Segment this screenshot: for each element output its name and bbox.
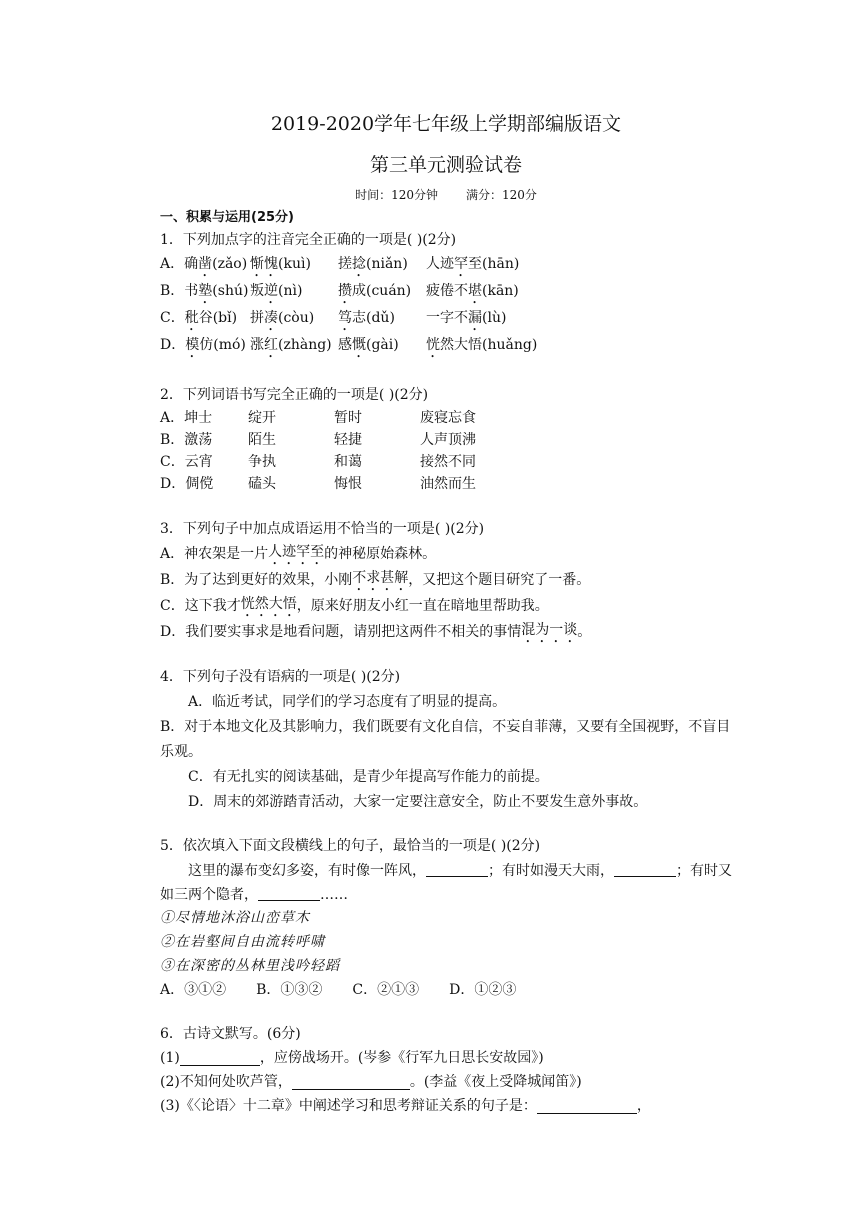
question-1-options [160,254,732,362]
question-6-stem: 6．古诗文默写。(6分) [160,1026,301,1043]
option-item: B．书塾(shú) [160,283,249,300]
question-6 [160,1023,732,1119]
question-2-option-row [160,408,732,430]
question-4-option-a: A．临近考试，同学们的学习态度有了明显的提高。 [188,693,507,710]
option-item: D．模仿(mó) [160,337,246,354]
question-4 [160,666,732,815]
option-item: 疲倦不堪(kān) [426,283,519,300]
option-item: 轻捷 [334,432,362,449]
poem-blank-2[interactable] [292,1075,410,1090]
option-item: 攒成(cuán) [338,283,412,300]
question-4-option-d: D．周末的郊游踏青活动，大家一定要注意安全，防止不要发生意外事故。 [188,793,648,810]
option-item: 陌生 [248,432,276,449]
section-heading: 一、积累与运用(25分) [160,209,294,225]
exam-score: 满分：120分 [466,188,537,203]
question-2-options [160,408,732,496]
exam-title-line1: 2019-2020学年七年级上学期部编版语文 [270,113,622,135]
choice-a: A．③①② [160,982,227,999]
option-item: D．倜傥 [160,476,214,493]
question-3-option-d: D．我们要实事求是地看问题，请别把这两件不相关的事情 混为一谈 。 [160,621,592,641]
question-6-line-3: (3)《〈论语〉十二章》中阐述学习和思考辩证关系的句子是： ， [160,1098,651,1115]
question-3-option-c: C．这下我才 恍然大悟 ，原来好朋友小红一直在暗地里帮助我。 [160,595,549,615]
question-3 [160,518,732,646]
option-item: 废寝忘食 [420,410,476,427]
question-3-option-a: A．神农架是一片 人迹罕至 的神秘原始森林。 [160,543,437,563]
option-item: C．云宵 [160,454,213,471]
poem-blank-3[interactable] [537,1099,637,1114]
choice-d: D．①②③ [449,982,517,999]
option-item: 一字不漏(lù) [426,310,507,327]
question-2-option-row [160,452,732,474]
option-item: 人声顶沸 [420,432,476,449]
question-2 [160,384,732,496]
question-4-option-b: B．对于本地文化及其影响力，我们既要有文化自信，不妄自菲薄，又要有全国视野，不盲目乐观。 [160,718,731,760]
question-1-option-row [160,281,732,308]
option-item: 搓捻(niǎn) [338,256,408,273]
option-item: 暂时 [334,410,362,427]
option-item: 叛逆(nì) [250,283,303,300]
question-4-option-c: C．有无扎实的阅读基础，是青少年提高写作能力的前提。 [188,768,549,785]
option-item: 悔恨 [334,476,362,493]
question-1-option-row [160,254,732,281]
choice-b: B．①③② [256,982,323,999]
option-item: 磕头 [248,476,276,493]
option-item: 恍然大悟(huǎng) [426,337,538,354]
option-item: 笃志(dǔ) [338,310,395,327]
question-2-stem: 2．下列词语书写完全正确的一项是( )(2分) [160,387,429,404]
option-item: 人迹罕至(hān) [426,256,520,273]
blank-1[interactable] [426,862,488,877]
option-item: 涨红(zhàng) [250,337,332,354]
option-item: 接然不同 [420,454,476,471]
question-5-sentence-2: ②在岩壑间自由流转呼啸 [160,934,325,951]
option-item: A．确凿(zǎo) [160,256,248,273]
option-item: 感慨(gài) [338,337,399,354]
blank-3[interactable] [258,886,320,901]
exam-meta [160,187,732,204]
question-5-sentence-1: ①尽情地沐浴山峦草木 [160,910,310,927]
question-1 [160,228,732,362]
question-6-line-1: (1) ，应傍战场开。(岑参《行军九日思长安故园》) [160,1050,544,1067]
option-item: 油然而生 [420,476,476,493]
option-item: 拼凑(còu) [250,310,315,327]
question-2-option-row [160,474,732,496]
question-5-choices [160,979,732,1003]
question-5-sentence-3: ③在深密的丛林里浅吟轻蹈 [160,958,340,975]
poem-blank-1[interactable] [180,1051,260,1066]
question-2-option-row [160,430,732,452]
question-1-stem: 1．下列加点字的注音完全正确的一项是( )(2分) [160,232,457,249]
option-item: 争执 [248,454,276,471]
choice-c: C．②①③ [352,982,420,999]
option-item: C．秕谷(bǐ) [160,310,238,327]
option-item: 惭愧(kuì) [250,256,311,273]
question-1-option-row [160,335,732,362]
option-item: 和蔼 [334,454,362,471]
option-item: B．激荡 [160,432,213,449]
question-5 [160,835,732,1003]
question-5-stem: 5．依次填入下面文段横线上的句子，最恰当的一项是( )(2分) [160,838,541,855]
question-6-line-2: (2)不知何处吹芦管， 。(李益《夜上受降城闻笛》) [160,1074,582,1091]
option-item: A．坤士 [160,410,213,427]
exam-time: 时间：120分钟 [355,188,438,203]
blank-2[interactable] [614,862,676,877]
question-3-option-b: B．为了达到更好的效果，小刚 不求甚解 ，又把这个题目研究了一番。 [160,569,591,589]
exam-page [160,112,732,1119]
question-3-stem: 3．下列句子中加点成语运用不恰当的一项是( )(2分) [160,521,485,538]
question-1-option-row [160,308,732,335]
option-item: 绽开 [248,410,276,427]
exam-title-line2: 第三单元测验试卷 [369,153,522,176]
question-5-passage: 这里的瀑布变幻多姿，有时像一阵风， ；有时如漫天大雨， ；有时又如三两个隐者， …… [160,862,732,903]
question-4-stem: 4．下列句子没有语病的一项是( )(2分) [160,669,401,686]
